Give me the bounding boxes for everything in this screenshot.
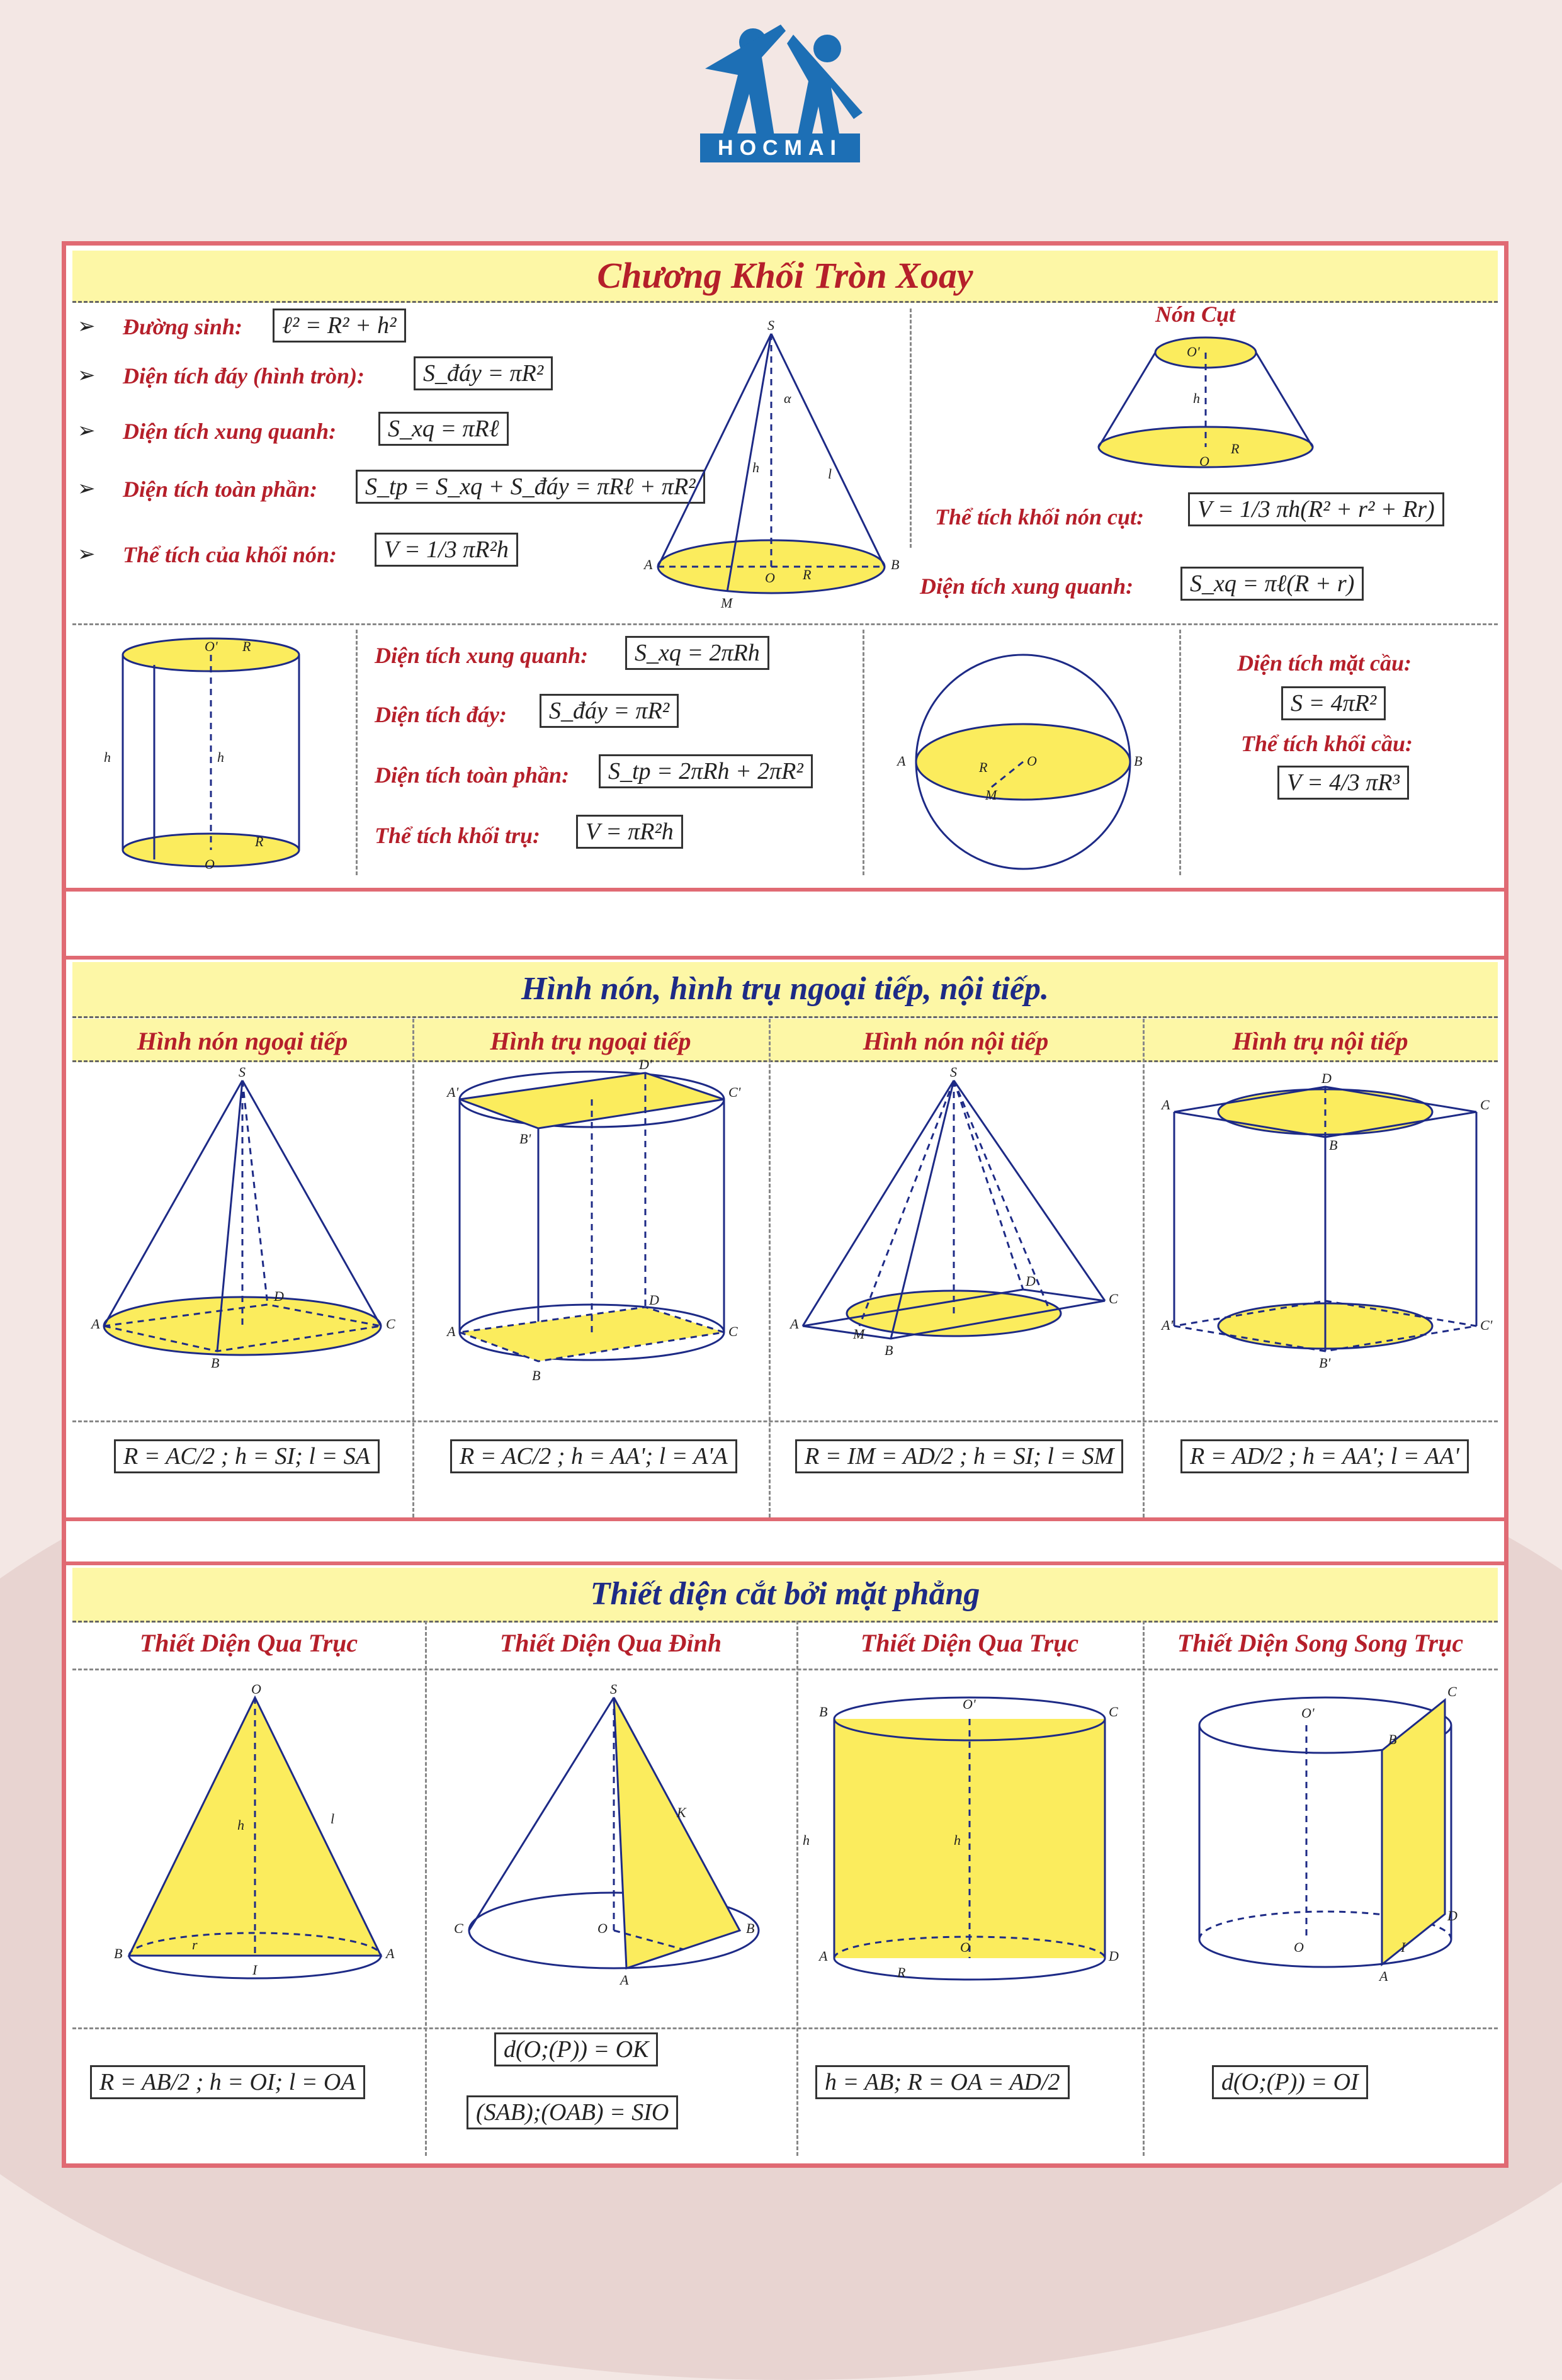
cone-volume-formula: V = 1/3 πR²h — [375, 533, 518, 567]
divider — [769, 1019, 771, 1517]
cone-total-label: Diện tích toàn phần: — [123, 477, 318, 502]
svg-text:r: r — [192, 1937, 198, 1952]
svg-text:C: C — [1447, 1684, 1457, 1699]
bullet-icon: ➢ — [77, 315, 96, 338]
svg-text:D: D — [1447, 1908, 1457, 1924]
section-separator — [66, 888, 1504, 892]
sphere-area-formula: S = 4πR² — [1281, 686, 1386, 720]
svg-text:R: R — [979, 759, 988, 775]
frustum-lateral-formula: S_xq = πℓ(R + r) — [1180, 567, 1364, 601]
svg-text:R: R — [803, 567, 812, 582]
svg-text:S: S — [610, 1681, 617, 1697]
svg-text:O: O — [1294, 1939, 1304, 1955]
sphere-volume-label: Thể tích khối cầu: — [1241, 731, 1413, 756]
divider — [356, 630, 358, 875]
svg-text:M: M — [721, 595, 733, 611]
cylinder-parallel-formula: d(O;(P)) = OI — [1212, 2065, 1368, 2099]
svg-text:A': A' — [447, 1084, 459, 1100]
svg-text:O': O' — [963, 1696, 976, 1712]
section3-title: Thiết diện cắt bởi mặt phẳng — [590, 1576, 980, 1612]
cyl-base-label: Diện tích đáy: — [375, 702, 507, 727]
divider — [412, 1019, 414, 1517]
column-header: Thiết Diện Qua Trục — [860, 1629, 1079, 1657]
svg-text:B: B — [1329, 1137, 1338, 1153]
svg-text:C: C — [386, 1316, 395, 1332]
cone-volume-label: Thể tích của khối nón: — [123, 542, 337, 567]
bullet-icon: ➢ — [77, 364, 96, 387]
svg-text:A': A' — [1162, 1317, 1174, 1333]
svg-text:h: h — [954, 1832, 961, 1848]
inscribed-cylinder-figure — [1162, 1070, 1493, 1371]
svg-text:D: D — [274, 1288, 284, 1304]
svg-text:h: h — [104, 749, 111, 765]
frustum-volume-formula: V = 1/3 πh(R² + r² + Rr) — [1188, 492, 1444, 526]
cone-base-label: Diện tích đáy (hình tròn): — [123, 363, 365, 388]
svg-text:C: C — [728, 1323, 738, 1339]
svg-text:h: h — [752, 460, 759, 475]
inscribed-cone-formula: R = IM = AD/2 ; h = SI; l = SM — [795, 1439, 1123, 1473]
cone-lateral-label: Diện tích xung quanh: — [123, 419, 337, 444]
svg-text:R: R — [897, 1964, 906, 1980]
svg-text:A: A — [897, 753, 906, 769]
divider — [72, 2027, 1498, 2029]
svg-text:C: C — [454, 1920, 463, 1936]
svg-text:B: B — [885, 1342, 893, 1358]
svg-text:B: B — [819, 1704, 828, 1720]
cone-apex-formula-2: (SAB);(OAB) = SIO — [467, 2095, 678, 2129]
divider — [425, 1621, 427, 2156]
svg-text:l: l — [331, 1811, 335, 1827]
svg-text:K: K — [677, 1805, 686, 1820]
cyl-total-label: Diện tích toàn phần: — [375, 762, 570, 788]
cone-lateral-formula: S_xq = πRℓ — [378, 412, 509, 446]
column-header: Hình trụ nội tiếp — [1232, 1027, 1408, 1055]
formula-sheet — [62, 241, 1508, 2168]
svg-text:O: O — [251, 1681, 261, 1697]
inscribed-cylinder-formula: R = AD/2 ; h = AA'; l = AA' — [1180, 1439, 1469, 1473]
svg-text:B: B — [114, 1946, 123, 1961]
svg-text:M: M — [853, 1326, 865, 1342]
cone-total-formula: S_tp = S_xq + S_đáy = πRℓ + πR² — [356, 470, 705, 504]
circumscribed-cylinder-formula: R = AC/2 ; h = AA'; l = A'A — [450, 1439, 737, 1473]
cone-base-formula: S_đáy = πR² — [414, 356, 553, 390]
svg-text:A: A — [91, 1316, 100, 1332]
section-separator — [66, 1561, 1504, 1565]
section2-title-band — [72, 962, 1498, 1018]
svg-text:O: O — [1199, 453, 1209, 469]
section1-title: Chương Khối Tròn Xoay — [597, 255, 973, 296]
column-header: Thiết Diện Qua Đỉnh — [499, 1629, 722, 1657]
svg-text:D: D — [1321, 1070, 1332, 1086]
svg-text:O': O' — [1301, 1705, 1315, 1721]
svg-text:O: O — [597, 1920, 608, 1936]
sphere-figure — [897, 649, 1143, 875]
svg-text:A: A — [819, 1948, 828, 1964]
sphere-area-label: Diện tích mặt cầu: — [1237, 650, 1412, 676]
svg-text:D: D — [1109, 1948, 1119, 1964]
svg-text:D': D' — [639, 1057, 652, 1072]
column-header: Hình nón ngoại tiếp — [137, 1027, 348, 1055]
svg-text:A: A — [620, 1972, 629, 1988]
cone-axial-formula: R = AB/2 ; h = OI; l = OA — [90, 2065, 365, 2099]
svg-text:O: O — [765, 570, 775, 586]
svg-text:O': O' — [1187, 344, 1200, 360]
column-header: Hình trụ ngoại tiếp — [490, 1027, 691, 1055]
column-header: Hình nón nội tiếp — [863, 1027, 1049, 1055]
divider — [1143, 1621, 1145, 2156]
bullet-icon: ➢ — [77, 477, 96, 501]
svg-text:B': B' — [1319, 1355, 1331, 1371]
svg-text:A: A — [1162, 1097, 1170, 1113]
svg-text:D: D — [1026, 1273, 1036, 1289]
svg-text:C: C — [1109, 1704, 1118, 1720]
svg-text:S: S — [950, 1064, 957, 1080]
svg-text:M: M — [985, 787, 997, 803]
svg-text:A: A — [644, 557, 653, 572]
svg-text:B: B — [532, 1368, 541, 1383]
svg-text:C: C — [1109, 1291, 1118, 1306]
svg-text:A: A — [790, 1316, 799, 1332]
logo-text: HOCMAI — [700, 133, 860, 162]
divider — [1179, 630, 1181, 875]
svg-text:B: B — [1134, 753, 1143, 769]
divider — [863, 630, 864, 875]
svg-text:C: C — [1480, 1097, 1490, 1113]
svg-text:O: O — [960, 1939, 970, 1955]
svg-text:C': C' — [1480, 1317, 1493, 1333]
inscribed-cone-figure — [784, 1064, 1124, 1370]
svg-text:h: h — [803, 1832, 810, 1848]
circumscribed-cone-formula: R = AC/2 ; h = SI; l = SA — [114, 1439, 380, 1473]
svg-text:S: S — [767, 317, 774, 333]
cone-slant-formula: ℓ² = R² + h² — [273, 309, 406, 343]
svg-text:h: h — [237, 1817, 244, 1833]
svg-text:A: A — [1379, 1968, 1388, 1984]
divider — [796, 1621, 798, 2156]
divider — [72, 1420, 1498, 1422]
svg-text:O: O — [205, 856, 215, 872]
cone-figure — [633, 317, 910, 611]
svg-text:h: h — [1193, 390, 1200, 406]
svg-text:B: B — [1388, 1731, 1397, 1747]
svg-text:B: B — [211, 1355, 220, 1371]
svg-text:C': C' — [728, 1084, 741, 1100]
svg-text:α: α — [784, 390, 791, 406]
svg-text:A: A — [386, 1946, 395, 1961]
frustum-lateral-label: Diện tích xung quanh: — [920, 574, 1134, 599]
divider — [1143, 1019, 1145, 1517]
bullet-icon: ➢ — [77, 419, 96, 443]
svg-text:B': B' — [519, 1131, 531, 1147]
divider — [72, 1669, 1498, 1670]
bullet-icon: ➢ — [77, 543, 96, 566]
svg-text:R: R — [1231, 441, 1240, 456]
frustum-title: Nón Cụt — [1155, 302, 1236, 327]
cone-slant-label: Đường sinh: — [123, 314, 242, 339]
divider — [72, 623, 1498, 625]
svg-text:I: I — [1401, 1939, 1406, 1955]
cyl-lateral-formula: S_xq = 2πRh — [625, 636, 769, 670]
section2-title: Hình nón, hình trụ ngoại tiếp, nội tiếp. — [521, 971, 1050, 1007]
section3-title-band — [72, 1568, 1498, 1623]
frustum-figure — [1086, 334, 1325, 472]
cyl-total-formula: S_tp = 2πRh + 2πR² — [599, 754, 813, 788]
sphere-volume-formula: V = 4/3 πR³ — [1277, 766, 1409, 800]
svg-text:S: S — [239, 1064, 246, 1080]
cylinder-axial-formula: h = AB; R = OA = AD/2 — [815, 2065, 1070, 2099]
cylinder-parallel-section-figure — [1180, 1684, 1470, 1990]
svg-text:I: I — [252, 1962, 258, 1978]
cylinder-axial-section-figure — [803, 1694, 1124, 1983]
cylinder-figure — [104, 636, 305, 875]
cone-axial-section-figure — [104, 1681, 406, 1987]
cyl-volume-formula: V = πR²h — [576, 815, 683, 849]
circumscribed-cone-figure — [85, 1064, 400, 1371]
circumscribed-cylinder-figure — [444, 1057, 741, 1383]
column-header: Thiết Diện Qua Trục — [139, 1629, 358, 1657]
svg-text:A: A — [447, 1323, 456, 1339]
svg-text:R: R — [255, 834, 264, 849]
cyl-base-formula: S_đáy = πR² — [540, 694, 679, 728]
svg-text:l: l — [828, 466, 832, 482]
svg-text:R: R — [242, 638, 251, 654]
svg-text:D: D — [649, 1292, 659, 1308]
divider — [910, 309, 912, 548]
svg-text:h: h — [217, 749, 224, 765]
cone-apex-section-figure — [450, 1681, 778, 1988]
svg-text:B: B — [746, 1920, 755, 1936]
section1-title-band — [72, 251, 1498, 303]
section-separator — [66, 1517, 1504, 1521]
svg-text:O: O — [1027, 753, 1037, 769]
cyl-lateral-label: Diện tích xung quanh: — [375, 643, 589, 668]
cone-apex-formula-1: d(O;(P)) = OK — [494, 2032, 658, 2066]
svg-text:O': O' — [205, 638, 218, 654]
frustum-volume-label: Thể tích khối nón cụt: — [935, 504, 1145, 530]
section-separator — [66, 956, 1504, 960]
column-header: Thiết Diện Song Song Trục — [1177, 1629, 1464, 1657]
cyl-volume-label: Thể tích khối trụ: — [375, 823, 541, 848]
svg-text:B: B — [891, 557, 900, 572]
